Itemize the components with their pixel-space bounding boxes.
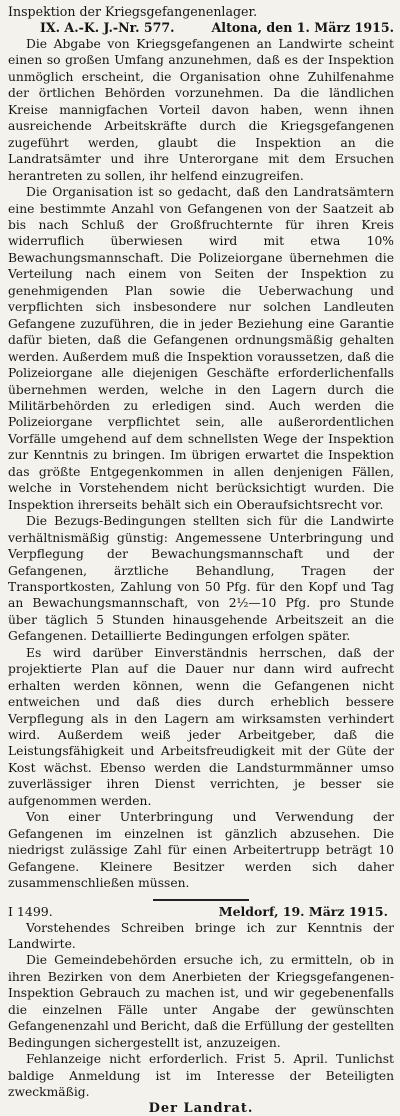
note-header (8, 904, 394, 920)
paragraph: Fehlanzeige nicht erforderlich. Frist 5. April. Tunlichst baldige Anmeldung ist im Interesse der Beteiligten zweckmäßig. (8, 1052, 394, 1100)
section-divider (153, 899, 249, 901)
paragraph: Es wird darüber Einverständnis herrschen, daß der projektierte Plan auf die Dauer nur dann wird aufrecht erhalten werden können, wenn die Gefangenen nicht entweichen und daß dies durch erheblich bessere Verpflegung als in den Lagern am wirksamsten verhindert wird. Außerdem weiß jeder Arbeitgeber, daß die Leistungsfähigkeit und Arbeitsfreudigkeit mit der Güte der Kost wächst. Ebenso werden die Landsturmmänner umso zuverlässiger ihren Dienst verrichten, je besser sie aufgenommen werden. (8, 645, 394, 808)
paragraph: Von einer Unterbringung und Verwendung der Gefangenen im einzelnen ist gänzlich abzusehen. Die niedrigst zulässige Zahl für einen Arbeitertrupp beträgt 10 Gefangene. Kleinere Besitzer werden sich daher zusammenschließen müssen. (8, 810, 394, 891)
paragraph: Vorstehendes Schreiben bringe ich zur Kenntnis der Landwirte. (8, 920, 394, 952)
paragraph: Die Organisation ist so gedacht, daß den Landratsämtern eine bestimmte Anzahl von Gefangenen von der Saatzeit ab bis nach Schluß der Großfruchternte für ihren Kreis widerruflich überwiesen wird mit etwa 10% Bewachungsmannschaft. Die Polizeiorgane übernehmen die Verteilung nach einem von Seiten der Inspektion zu genehmigenden Plan sowie die Ueberwachung und verpflichten sich insbesondere nur solchen Landleuten Gefangene zuzuführen, die in jeder Beziehung eine Garantie dafür bieten, daß die Gefangenen ordnungsmäßig gehalten werden. Außerdem muß die Inspektion voraussetzen, daß die Polizeiorgane alle diejenigen Geschäfte erforderlichenfalls übernehmen werden, welche in den Lagern durch die Militärbehörden zu erledigen sind. Auch werden die Polizeiorgane verpflichtet sein, alle außerordentlichen Vorfälle umgehend auf dem schnellsten Wege der Inspektion zur Kenntnis zu bringen. Im übrigen erwartet die Inspektion das größte Entgegenkommen in allen denjenigen Fällen, welche in Vorstehendem nicht berücksichtigt wurden. Die Inspektion ihrerseits behält sich ein Oberaufsichtsrecht vor. (8, 185, 394, 512)
paragraph: Die Abgabe von Kriegsgefangenen an Landwirte scheint einen so großen Umfang anzunehmen, daß es der Inspektion unmöglich erscheint, die Organisation ohne Zuhilfenahme der örtlichen Behörden vorzunehmen. Da die ländlichen Kreise mannigfachen Vorteil davon haben, wenn ihnen ausreichende Arbeitskräfte durch die Kriegsgefangenen zugeführt werden, glaubt die Inspektion an die Landratsämter und ihre Unterorgane mit dem Ersuchen herantreten zu sollen, ihr helfend einzugreifen. (8, 37, 394, 183)
forwarding-note (8, 904, 394, 1116)
paragraph: Die Gemeindebehörden ersuche ich, zu ermitteln, ob in ihren Bezirken von dem Anerbieten der Kriegsgefangenen-Inspektion Gebrauch zu machen ist, und wir gegebenenfalls die einzelnen Fälle unter Angabe der gewünschten Gefangenenzahl und Bericht, daß die Erfüllung der gestellten Bedingungen sichergestellt ist, anzuzeigen. (8, 953, 394, 1050)
signature: Der Landrat. (148, 1100, 254, 1116)
paragraph: Die Bezugs-Bedingungen stellten sich für die Landwirte verhältnismäßig günstig: Angemessene Unterbringung und Verpflegung der Bewachungsmannschaft und der Gefangenen, ärztliche Behandlung, Tragen der Transportkosten, Zahlung von 50 Pfg. für den Kopf und Tag an Bewachungsmannschaft, von 2½—10 Pfg. pro Stunde über täglich 5 Stunden hinausgehende Arbeitszeit an die Gefangenen. Detaillierte Bedingungen erfolgen später. (8, 514, 394, 644)
note-place-date: Meldorf, 19. März 1915. (218, 903, 388, 919)
letter-body (8, 36, 394, 892)
reference-number: IX. A.-K. J.-Nr. 577. (40, 20, 175, 35)
place-date: Altona, den 1. März 1915. (211, 20, 394, 35)
issuer-title: Inspektion der Kriegsgefangenenlager. (8, 4, 258, 19)
note-reference: I 1499. (8, 903, 53, 919)
note-body (8, 920, 394, 1101)
